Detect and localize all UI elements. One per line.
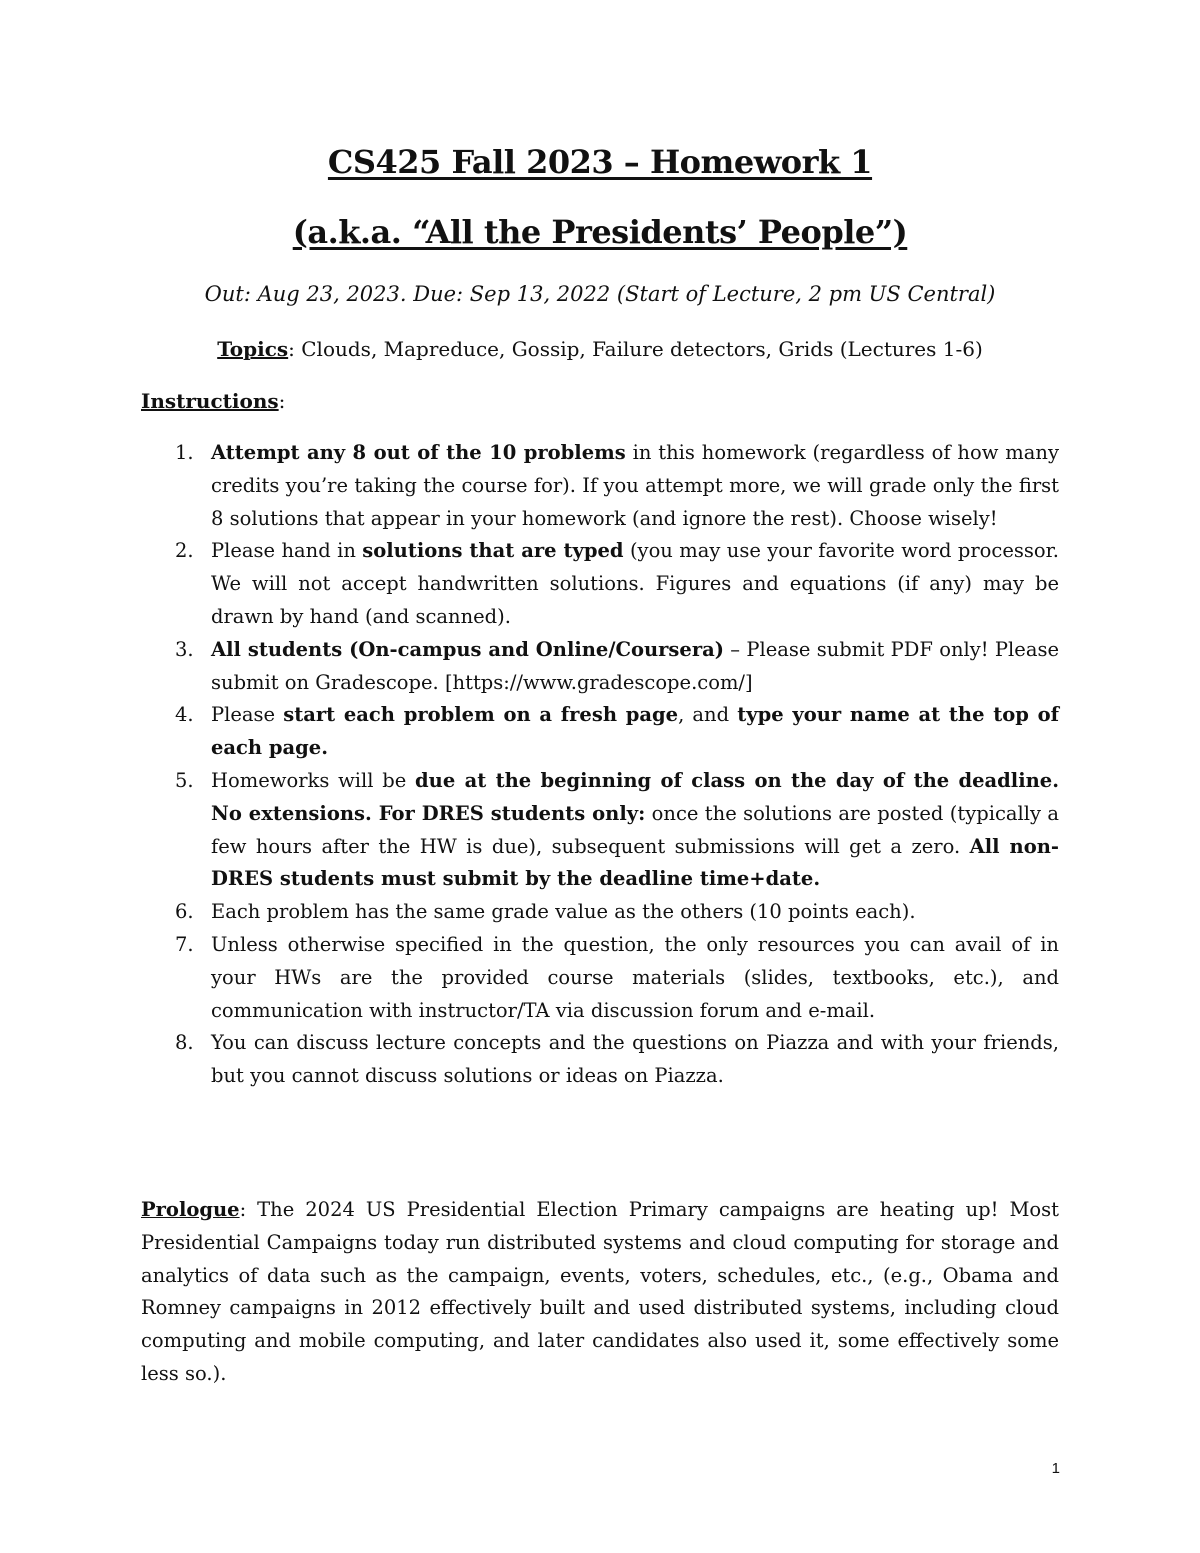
list-item-emphasis: solutions that are typed bbox=[362, 539, 624, 563]
list-item-text: You can discuss lecture concepts and the questions on Piazza and with your friends, but you cannot discuss solutions or ideas on Piazza. bbox=[211, 1031, 1059, 1088]
list-item-number: 8. bbox=[175, 1031, 194, 1055]
list-item bbox=[175, 535, 1060, 633]
list-item-text: in this homework (regardless of how many credits you’re taking the course for). If you attempt more, we will grade only the first 8 solutions that appear in your homework (and ignore the rest). Choose wisely! bbox=[211, 441, 1059, 530]
topics-text: : Clouds, Mapreduce, Gossip, Failure detectors, Grids (Lectures 1-6) bbox=[288, 337, 983, 361]
list-item-text: – Please submit PDF only! Please submit on Gradescope. [https://www.gradescope.com/] bbox=[211, 637, 1060, 694]
list-item-text: Unless otherwise specified in the question, the only resources you can avail of in your HWs are the provided course materials (slides, textbooks, etc.), and communication with instructor/TA via discussion forum and e-mail. bbox=[211, 932, 1059, 1022]
document-subtitle: (a.k.a. “All the Presidents’ People”) bbox=[292, 213, 908, 251]
list-item-number: 2. bbox=[175, 539, 194, 563]
list-item bbox=[175, 634, 1060, 700]
list-item-text: , and bbox=[678, 703, 738, 727]
page-number: 1 bbox=[1051, 1460, 1060, 1477]
list-item-emphasis: start each problem on a fresh page bbox=[283, 703, 679, 727]
due-label: Due bbox=[413, 282, 457, 306]
topics-line bbox=[0, 337, 1200, 361]
list-item bbox=[175, 1027, 1059, 1093]
instructions-list bbox=[141, 437, 1059, 1093]
topics-label: Topics bbox=[217, 337, 289, 361]
list-item-emphasis: All students (On-campus and Online/Coursera) bbox=[211, 637, 724, 661]
list-item-number: 7. bbox=[175, 932, 194, 956]
list-item-emphasis: due at the beginning of class on the day of the deadline. No extensions. For DRES students only: bbox=[211, 768, 1059, 825]
list-item bbox=[175, 437, 1059, 535]
list-item-emphasis: Attempt any 8 out of the 10 problems bbox=[211, 441, 626, 464]
prologue-paragraph bbox=[141, 1194, 1059, 1391]
list-item-number: 4. bbox=[175, 703, 194, 727]
out-label: Out bbox=[204, 282, 244, 306]
list-item-number: 3. bbox=[175, 637, 194, 661]
list-item-text: once the solutions are posted (typically a few hours after the HW is due), subsequent submissions will get a zero. bbox=[211, 801, 1059, 858]
prologue-colon: : bbox=[239, 1198, 247, 1221]
due-date: : Sep 13, 2022 (Start of Lecture, 2 pm US Central) bbox=[456, 282, 996, 306]
instructions-label: Instructions bbox=[141, 389, 279, 413]
list-item-text: Please hand in bbox=[211, 539, 363, 563]
list-item bbox=[175, 929, 1059, 1027]
prologue-text: The 2024 US Presidential Election Primary campaigns are heating up! Most Presidential Campaigns today run distributed systems and cloud computing for storage and analytics of data such as the campaign, events, voters, schedules, etc., (e.g., Obama and Romney campaigns in 2012 effectively built and used distributed systems, including cloud computing and mobile computing, and later candidates also used it, some effectively some less so.). bbox=[141, 1198, 1059, 1385]
instructions-heading bbox=[141, 389, 285, 413]
list-item-number: 1. bbox=[175, 441, 194, 464]
list-item-text: Each problem has the same grade value as the others (10 points each). bbox=[211, 900, 916, 924]
list-item bbox=[175, 699, 1060, 765]
list-item-text: Please bbox=[211, 703, 284, 727]
list-item-number: 5. bbox=[175, 768, 194, 792]
list-item-emphasis: All non-DRES students must submit by the deadline time+date. bbox=[211, 834, 1059, 891]
instructions-colon: : bbox=[278, 389, 286, 413]
list-item bbox=[175, 765, 1059, 896]
prologue-label: Prologue bbox=[141, 1198, 240, 1221]
out-date: : Aug 23, 2023. bbox=[243, 282, 414, 306]
list-item-text: Homeworks will be bbox=[211, 768, 416, 792]
list-item-emphasis: type your name at the top of each page. bbox=[211, 703, 1060, 760]
list-item bbox=[175, 896, 1059, 929]
list-item-number: 6. bbox=[175, 900, 194, 924]
list-item-text: (you may use your favorite word processor. We will not accept handwritten solutions. Figures and equations (if any) may be drawn by hand (and scanned). bbox=[211, 539, 1060, 628]
dates-line bbox=[0, 282, 1200, 306]
document-title: CS425 Fall 2023 – Homework 1 bbox=[327, 143, 873, 181]
